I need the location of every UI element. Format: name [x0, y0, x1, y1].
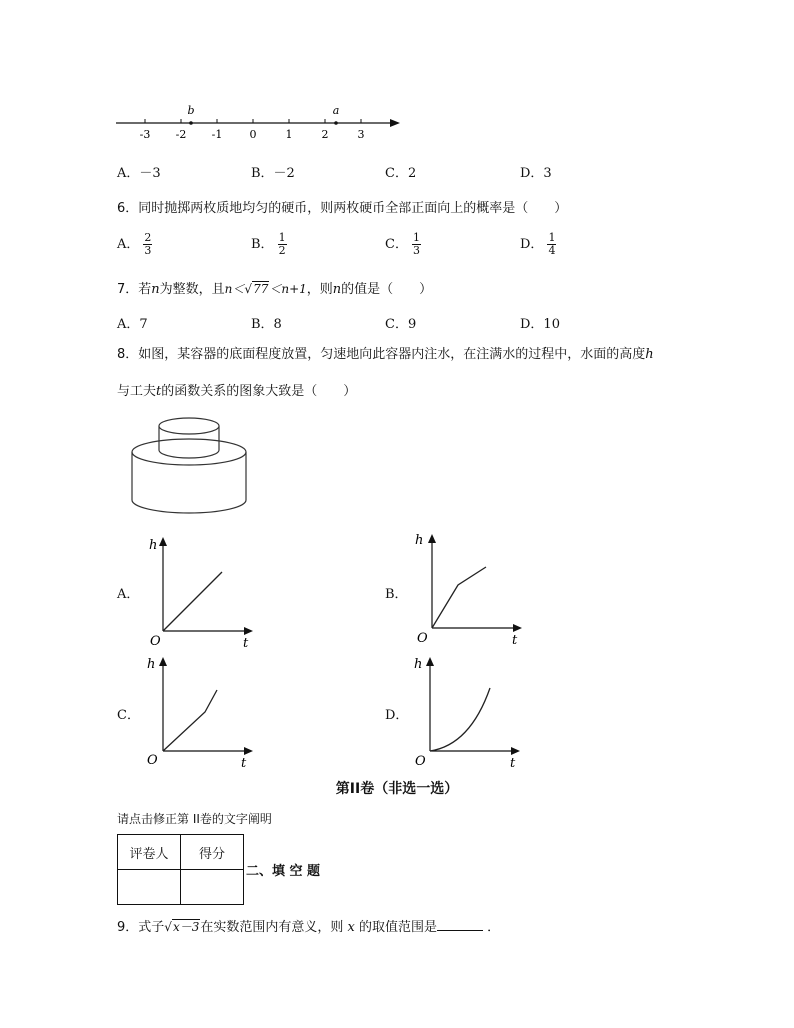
q9-stem: 9．式子√x－3在实数范围内有意义，则 x 的取值范围是 ． — [117, 920, 501, 935]
axis-h-label: h — [147, 657, 156, 672]
q6-option-b: B． $\frac{1}{2}$ — [251, 231, 286, 257]
point-b-label: b — [187, 104, 195, 117]
q8-option-c: C． — [117, 708, 140, 723]
score-table-cell — [118, 870, 181, 905]
q6-option-c: C． $\frac{1}{3}$ — [385, 231, 420, 257]
score-table — [117, 834, 244, 905]
q7-option-b: B．8 — [251, 317, 282, 332]
graph-b — [412, 532, 532, 652]
q6-stem: 6．同时抛掷两枚质地均匀的硬币，则两枚硬币全部正面向上的概率是（ ） — [117, 201, 568, 216]
tick-label: 2 — [321, 128, 329, 141]
graph-d — [410, 655, 530, 775]
graph-c — [143, 655, 263, 775]
number-line — [110, 100, 410, 145]
q7-option-d: D．10 — [520, 317, 560, 332]
q8-line2: 与工夫t的函数关系的图象大致是（ ） — [117, 384, 357, 399]
tick-label: -3 — [139, 128, 151, 141]
score-table-cell — [181, 870, 244, 905]
tick-label: -2 — [175, 128, 187, 141]
tick-label: -1 — [211, 128, 223, 141]
axis-t-label: t — [512, 633, 518, 648]
section-title: 第II卷（非选一选） — [335, 781, 459, 797]
answer-blank[interactable] — [437, 918, 483, 931]
q8-option-d: D． — [385, 708, 409, 723]
q7-stem: 7．若n为整数，且n＜√77＜n+1，则n的值是（ ） — [117, 282, 433, 297]
section-heading: 二、填 空 题 — [246, 864, 321, 879]
tick-label: 3 — [357, 128, 365, 141]
point-a-label: a — [332, 104, 340, 117]
q5-option-c: C．2 — [385, 166, 417, 181]
origin-label: O — [147, 753, 158, 768]
origin-label: O — [415, 754, 426, 769]
origin-label: O — [150, 634, 161, 649]
axis-h-label: h — [415, 533, 424, 548]
q5-option-b: B．－2 — [251, 166, 295, 181]
axis-h-label: h — [414, 657, 423, 672]
q7-option-c: C．9 — [385, 317, 417, 332]
section-note: 请点击修正第 II卷的文字阐明 — [117, 812, 272, 826]
axis-t-label: t — [241, 756, 247, 771]
q5-option-d: D．3 — [520, 166, 552, 181]
q8-line1: 8．如图，某容器的底面程度放置，匀速地向此容器内注水，在注满水的过程中，水面的高度h — [117, 347, 654, 362]
q6-option-d: D． $\frac{1}{4}$ — [520, 231, 556, 257]
q5-option-a: A．－3 — [117, 166, 161, 181]
q6-option-a: A． $\frac{2}{3}$ — [117, 231, 152, 257]
score-table-header: 得分 — [181, 835, 244, 870]
origin-label: O — [417, 631, 428, 646]
tick-label: 1 — [285, 128, 293, 141]
axis-t-label: t — [510, 756, 516, 771]
tick-label: 0 — [249, 128, 257, 141]
q8-option-a: A． — [117, 587, 140, 602]
container-figure — [125, 410, 255, 515]
q8-option-b: B． — [385, 587, 408, 602]
q7-option-a: A．7 — [117, 317, 148, 332]
graph-a — [143, 535, 263, 655]
axis-h-label: h — [149, 538, 158, 553]
axis-t-label: t — [243, 636, 249, 651]
score-table-header: 评卷人 — [118, 835, 181, 870]
